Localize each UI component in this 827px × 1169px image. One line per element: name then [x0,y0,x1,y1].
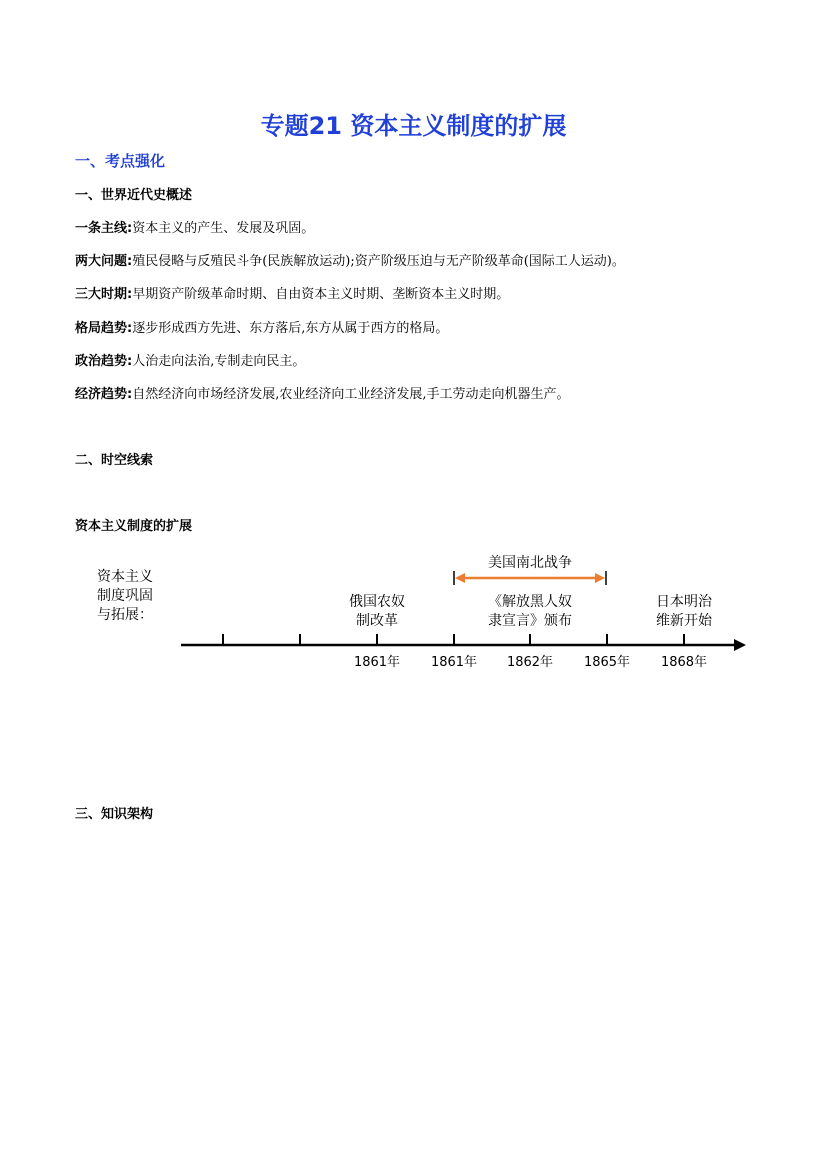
item-label: 政治趋势: [75,354,133,369]
timeline-left-label-line: 制度巩固 [97,588,153,604]
timeline-left-label-line: 资本主义 [97,569,153,585]
item-label: 经济趋势: [75,387,133,402]
item-label: 三大时期: [75,287,133,302]
item-text: 资本主义的产生、发展及巩固。 [132,221,315,236]
event-line: 《解放黑人奴 [488,594,572,610]
section-heading-2: 二、时空线索 [75,453,154,468]
year-label: 1862年 [506,655,554,670]
timeline-left-label-line: 与拓展： [97,607,153,623]
item-label: 一条主线: [75,221,133,236]
item-text: 殖民侵略与反殖民斗争(民族解放运动);资产阶级压迫与无产阶级革命(国际工人运动)。 [132,254,625,269]
event-emancipation [465,593,595,631]
timeline-title: 资本主义制度的扩展 [75,519,193,534]
year-label: 1861年 [430,655,478,670]
item-label: 格局趋势: [75,321,133,336]
section-heading-1: 一、考点强化 [75,152,166,170]
event-line: 制改革 [356,613,398,629]
page-title: 专题21 资本主义制度的扩展 [260,112,567,140]
event-line: 维新开始 [656,613,712,629]
event-line: 俄国农奴 [349,594,405,610]
item-label: 两大问题: [75,254,133,269]
year-label: 1861年 [353,655,401,670]
item-text: 人治走向法治,专制走向民主。 [132,354,306,369]
event-line: 日本明治 [656,594,712,610]
item-text: 早期资产阶级革命时期、自由资本主义时期、垄断资本主义时期。 [132,287,510,302]
subheading-overview: 一、世界近代史概述 [75,188,193,203]
year-label: 1865年 [583,655,631,670]
item-text: 自然经济向市场经济发展,农业经济向工业经济发展,手工劳动走向机器生产。 [132,387,570,402]
event-meiji [634,593,734,631]
item-text: 逐步形成西方先进、东方落后,东方从属于西方的格局。 [132,321,449,336]
timeline-arrowhead [734,639,746,651]
war-span-arrowhead-right [595,573,605,583]
year-label: 1868年 [660,655,708,670]
war-span-arrowhead-left [455,573,465,583]
war-label: 美国南北战争 [488,555,572,571]
event-russia [327,593,427,631]
timeline-left-label [85,568,165,625]
event-line: 隶宣言》颁布 [488,613,572,629]
section-heading-3: 三、知识架构 [75,807,154,822]
